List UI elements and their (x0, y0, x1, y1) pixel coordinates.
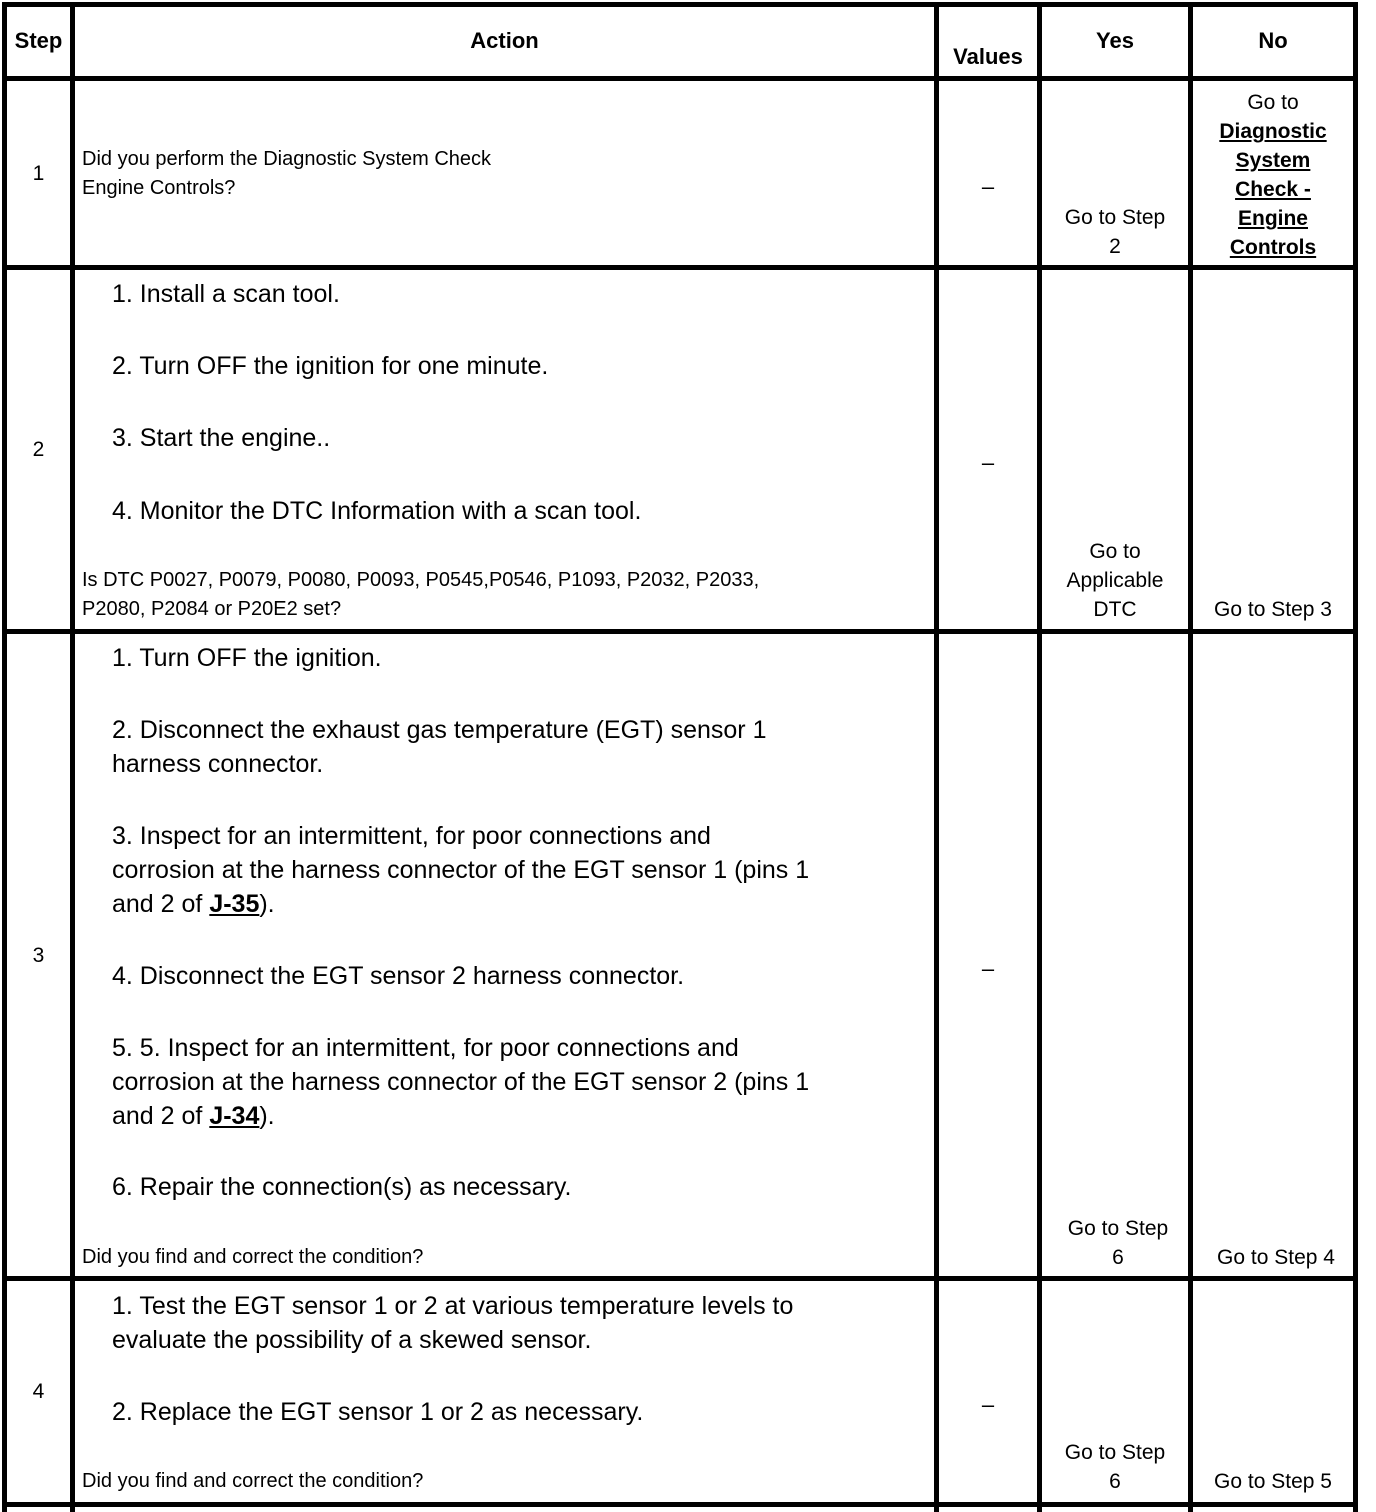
link-line[interactable]: Controls (1229, 236, 1317, 259)
instruction: 1. Install a scan tool. (112, 280, 340, 308)
yes-line: Go to Step (1064, 1441, 1166, 1464)
no-result (1193, 88, 1353, 262)
no-result: Go to Step 4 (1217, 1246, 1335, 1269)
instruction: 4. Monitor the DTC Information with a scan tool. (112, 497, 642, 525)
instruction (112, 819, 927, 921)
yes-line: 6 (1112, 1246, 1124, 1269)
instruction-line: 1. Test the EGT sensor 1 or 2 at various temperature levels to (112, 1292, 794, 1320)
j35-link[interactable]: J-35 (209, 890, 260, 918)
instruction: 2. Turn OFF the ignition for one minute. (112, 352, 549, 380)
instruction-text: ). (259, 890, 275, 918)
table-rule (2, 265, 1358, 270)
instruction-line: evaluate the possibility of a skewed sensor. (112, 1326, 592, 1354)
instruction: 3. Start the engine.. (112, 424, 331, 452)
table-rule (2, 629, 1358, 634)
question-text (82, 145, 922, 203)
instruction: 2. Replace the EGT sensor 1 or 2 as necessary. (112, 1398, 644, 1426)
question-line: Did you perform the Diagnostic System Check (82, 148, 492, 170)
values-cell: – (981, 450, 995, 475)
yes-line: Applicable (1066, 569, 1164, 592)
values-cell: – (981, 174, 995, 199)
yes-line: Go to Step (1067, 1217, 1169, 1240)
question-line: P2080, P2084 or P20E2 set? (82, 598, 342, 620)
diagnostic-system-check-link[interactable] (1193, 117, 1353, 262)
step-number: 2 (32, 438, 45, 461)
header-step: Step (14, 28, 63, 53)
instruction-line: 3. Inspect for an intermittent, for poor connections and (112, 822, 711, 850)
no-result: Go to Step 5 (1214, 1470, 1332, 1493)
j34-link[interactable]: J-34 (209, 1102, 260, 1130)
table-rule (2, 76, 1358, 81)
table-rule (1353, 2, 1358, 1512)
yes-result (1042, 537, 1188, 624)
yes-line: 2 (1109, 235, 1121, 258)
yes-line: Go to (1089, 540, 1141, 563)
instruction (112, 1031, 927, 1133)
step-number: 1 (32, 162, 45, 185)
question-text: Did you find and correct the condition? (82, 1470, 424, 1492)
no-result: Go to Step 3 (1214, 598, 1332, 621)
instruction-text: and 2 of (112, 890, 210, 918)
instruction-line (112, 887, 927, 921)
instruction-line: corrosion at the harness connector of the EGT sensor 2 (pins 1 (112, 1068, 810, 1096)
instruction-text: and 2 of (112, 1102, 210, 1130)
header-action: Action (470, 28, 539, 53)
question-text (82, 566, 932, 624)
link-line[interactable]: Diagnostic (1219, 120, 1327, 143)
values-cell: – (981, 956, 995, 981)
instruction (112, 713, 927, 781)
question-line: Is DTC P0027, P0079, P0080, P0093, P0545,P0546, P1093, P2032, P2033, (82, 569, 760, 591)
yes-line: 6 (1109, 1470, 1121, 1493)
header-yes: Yes (1096, 28, 1134, 53)
yes-line: DTC (1093, 598, 1137, 621)
instruction-line: harness connector. (112, 750, 324, 778)
instruction-line (112, 1099, 927, 1133)
link-line[interactable]: Check - (1235, 178, 1311, 201)
no-line: Go to (1247, 91, 1299, 114)
instruction-line: corrosion at the harness connector of the EGT sensor 1 (pins 1 (112, 856, 810, 884)
table-rule (934, 2, 939, 1512)
instruction-text: ). (259, 1102, 275, 1130)
instruction: 4. Disconnect the EGT sensor 2 harness connector. (112, 962, 685, 990)
table-rule (2, 2, 7, 1512)
instruction: 1. Turn OFF the ignition. (112, 644, 382, 672)
instruction: 6. Repair the connection(s) as necessary. (112, 1173, 572, 1201)
instruction (112, 1289, 927, 1357)
values-cell: – (981, 1392, 995, 1417)
question-line: Engine Controls? (82, 177, 236, 199)
link-line[interactable]: Engine (1237, 207, 1308, 230)
table-rule (2, 1276, 1358, 1281)
yes-result (1045, 1214, 1191, 1272)
yes-result (1042, 203, 1188, 261)
yes-result (1042, 1438, 1188, 1496)
yes-line: Go to Step (1064, 206, 1166, 229)
instruction-line: 2. Disconnect the exhaust gas temperature (EGT) sensor 1 (112, 716, 767, 744)
table-rule (70, 2, 75, 1512)
instruction-line: 5. 5. Inspect for an intermittent, for poor connections and (112, 1034, 739, 1062)
header-no: No (1258, 28, 1288, 53)
table-rule (2, 1502, 1358, 1507)
link-line[interactable]: System (1235, 149, 1311, 172)
step-number: 3 (32, 944, 45, 967)
header-values: Values (953, 44, 1023, 69)
table-rule (2, 2, 1358, 7)
question-text: Did you find and correct the condition? (82, 1246, 424, 1268)
step-number: 4 (32, 1380, 45, 1403)
